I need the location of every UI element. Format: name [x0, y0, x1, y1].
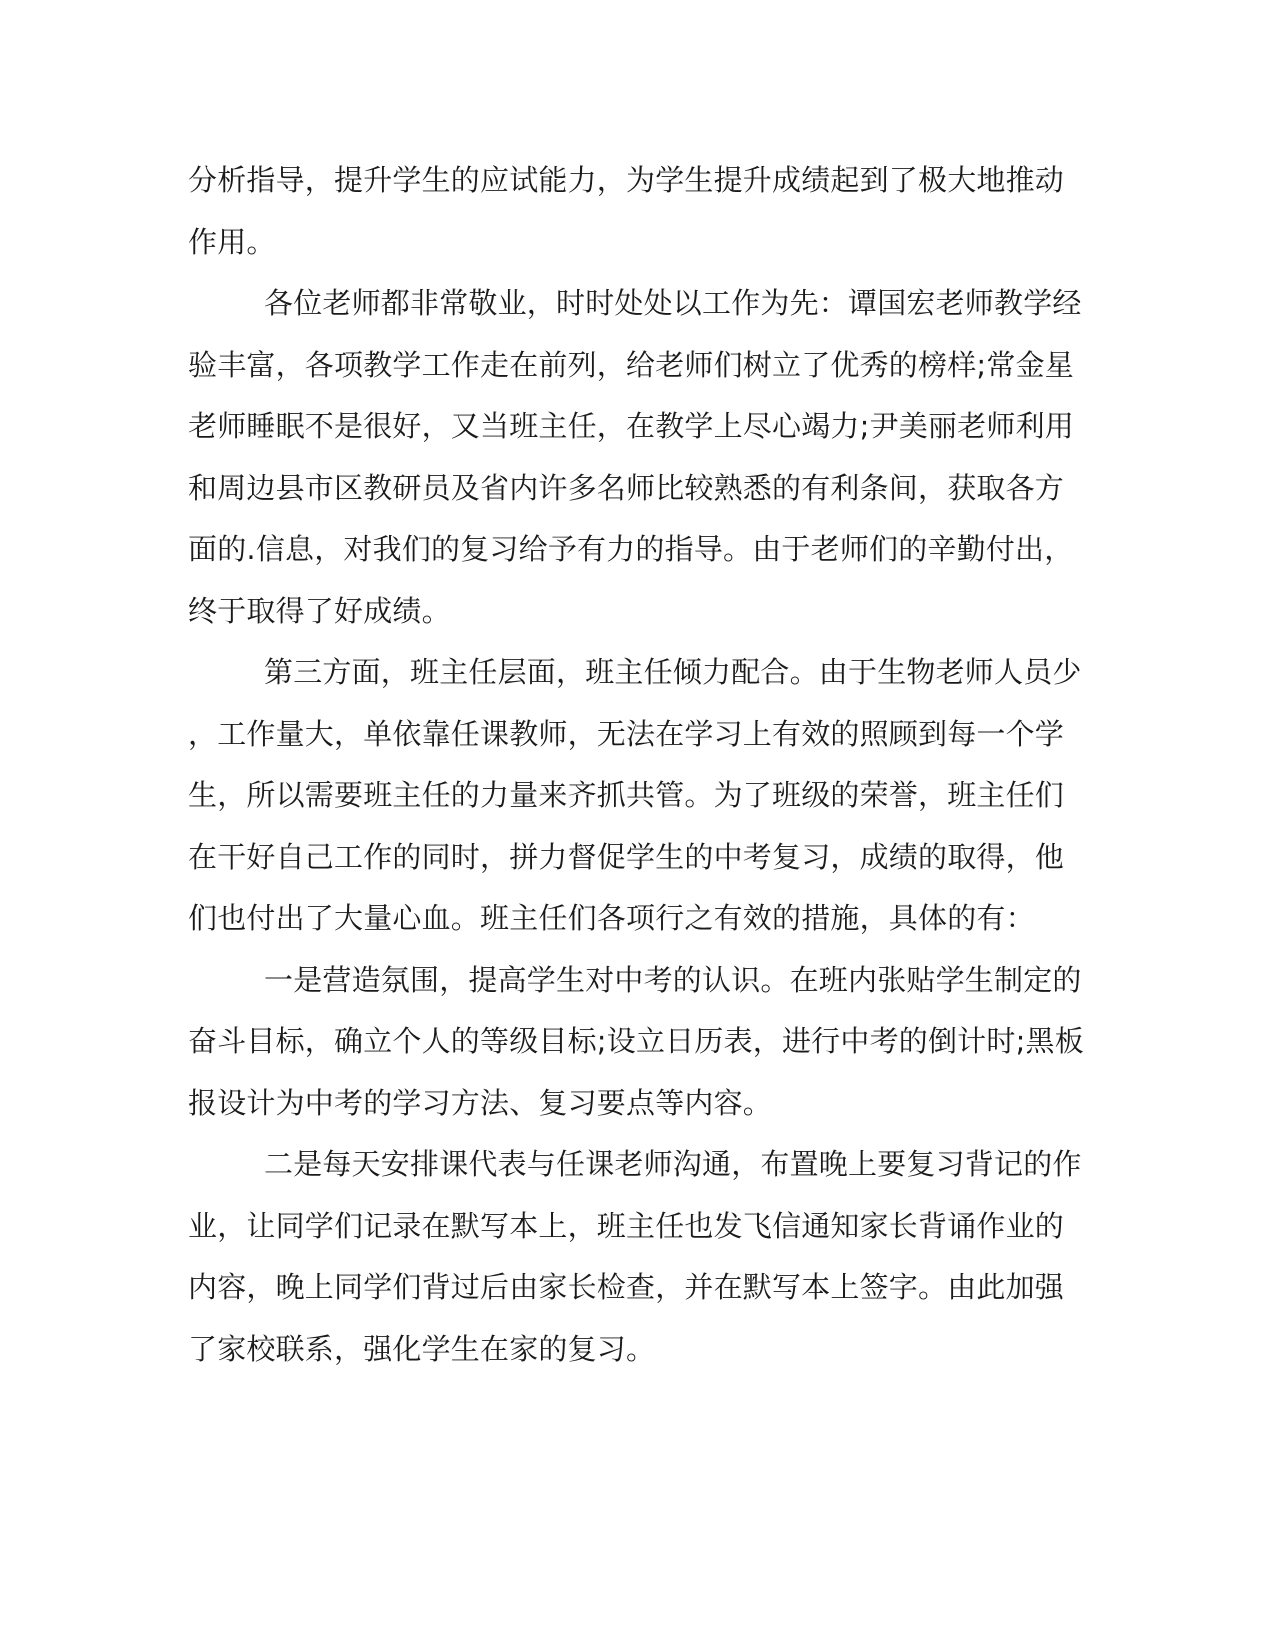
text-line: ，工作量大，单依靠任课教师，无法在学习上有效的照顾到每一个学 [188, 716, 1065, 751]
text-line: 验丰富，各项教学工作走在前列，给老师们树立了优秀的榜样;常金星 [188, 347, 1074, 382]
text-line: 在干好自己工作的同时，拼力督促学生的中考复习，成绩的取得，他 [188, 839, 1065, 874]
text-line: 终于取得了好成绩。 [188, 593, 451, 628]
text-line: 们也付出了大量心血。班主任们各项行之有效的措施，具体的有： [188, 901, 1035, 935]
text-line: 奋斗目标，确立个人的等级目标;设立日历表，进行中考的倒计时;黑板 [188, 1024, 1084, 1058]
text-line: 报设计为中考的学习方法、复习要点等内容。 [188, 1085, 773, 1120]
text-line: 和周边县市区教研员及省内许多名师比较熟悉的有利条间，获取各方 [188, 470, 1065, 505]
text-line: 业，让同学们记录在默写本上，班主任也发飞信通知家长背诵作业的 [188, 1208, 1065, 1243]
text-line: 内容，晚上同学们背过后由家长检查，并在默写本上签字。由此加强 [188, 1270, 1065, 1304]
paragraph-start-line: 二是每天安排课代表与任课老师沟通，布置晚上要复习背记的作 [264, 1147, 1082, 1181]
paragraph-start-line: 第三方面，班主任层面，班主任倾力配合。由于生物老师人员少 [264, 655, 1082, 689]
paragraph-start-line: 各位老师都非常敬业，时时处处以工作为先：谭国宏老师教学经 [264, 286, 1082, 320]
text-line: 了家校联系，强化学生在家的复习。 [188, 1331, 656, 1366]
text-line: 面的.信息，对我们的复习给予有力的指导。由于老师们的辛勤付出， [188, 532, 1074, 566]
text-line: 分析指导，提升学生的应试能力，为学生提升成绩起到了极大地推动 [188, 163, 1065, 197]
text-line: 生，所以需要班主任的力量来齐抓共管。为了班级的荣誉，班主任们 [188, 778, 1065, 812]
text-line: 老师睡眠不是很好，又当班主任，在教学上尽心竭力;尹美丽老师利用 [188, 409, 1074, 443]
document-body [188, 160, 1084, 1390]
paragraph-start-line: 一是营造氛围，提高学生对中考的认识。在班内张贴学生制定的 [264, 962, 1082, 997]
text-line: 作用。 [188, 224, 276, 259]
